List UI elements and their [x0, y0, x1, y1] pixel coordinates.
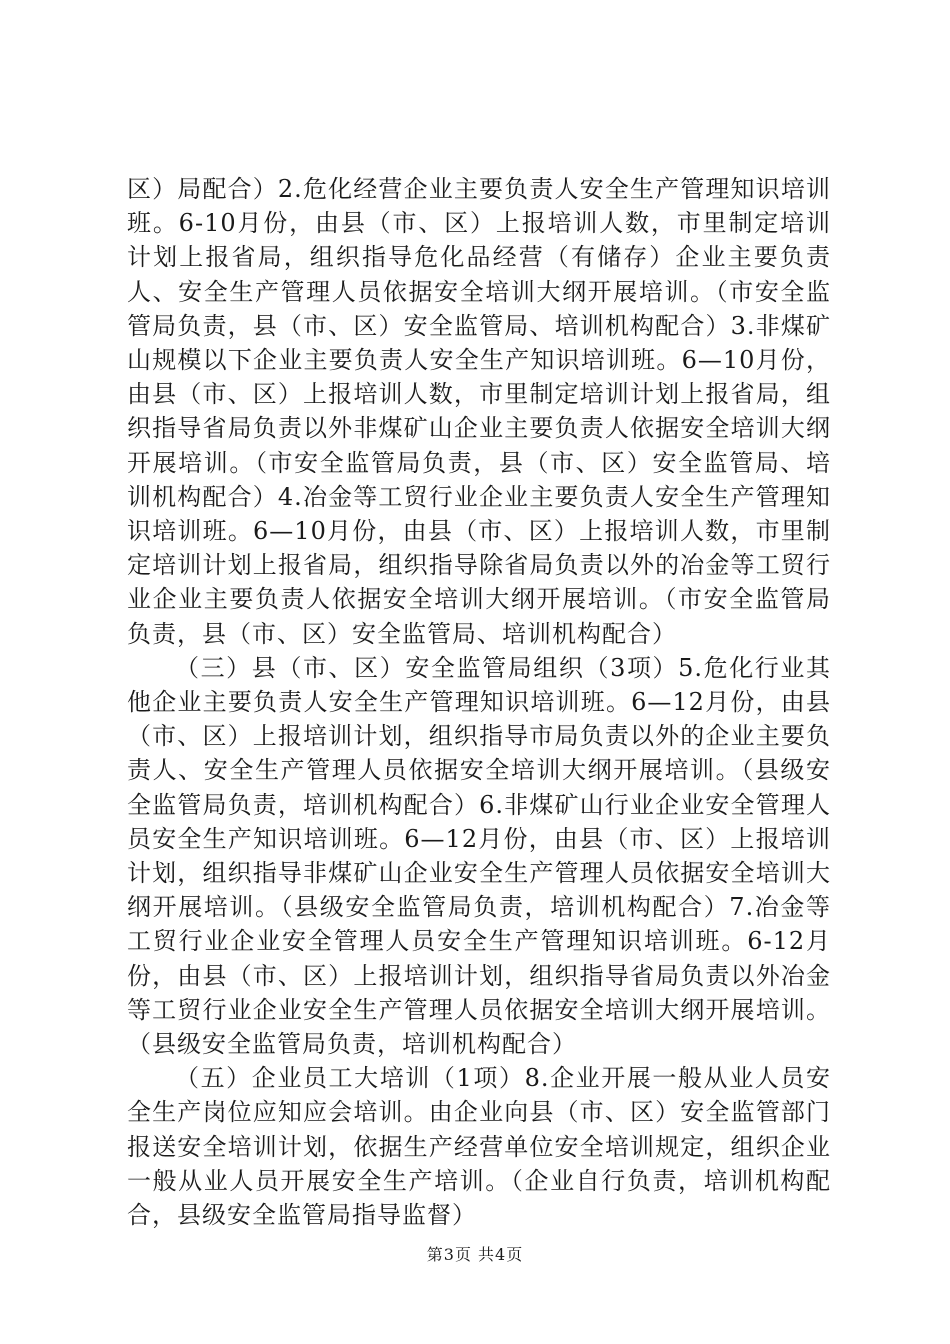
- paragraph-section-five: （五）企业员工大培训（1项）8.企业开展一般从业人员安全生产岗位应知应会培训。由企业向县（市、区）安全监管部门报送安全培训计划，依据生产经营单位安全培训规定，组织企业一般从业人员开展安全生产培训。（企业自行负责，培训机构配合，县级安全监管局指导监督）: [127, 1064, 831, 1230]
- paragraph-continuation: 区）局配合）2.危化经营企业主要负责人安全生产管理知识培训班。6-10月份，由县（市、区）上报培训人数，市里制定培训计划上报省局，组织指导危化品经营（有储存）企业主要负责人、安全生产管理人员依据安全培训大纲开展培训。（市安全监管局负责，县（市、区）安全监管局、培训机构配合）3.非煤矿山规模以下企业主要负责人安全生产知识培训班。6—10月份，由县（市、区）上报培训人数，市里制定培训计划上报省局，组织指导省局负责以外非煤矿山企业主要负责人依据安全培训大纲开展培训。（市安全监管局负责，县（市、区）安全监管局、培训机构配合）4.冶金等工贸行业企业主要负责人安全生产管理知识培训班。6—10月份，由县（市、区）上报培训人数，市里制定培训计划上报省局，组织指导除省局负责以外的冶金等工贸行业企业主要负责人依据安全培训大纲开展培训。（市安全监管局负责，县（市、区）安全监管局、培训机构配合）: [127, 175, 831, 648]
- paragraph-section-three: （三）县（市、区）安全监管局组织（3项）5.危化行业其他企业主要负责人安全生产管理知识培训班。6—12月份，由县（市、区）上报培训计划，组织指导市局负责以外的企业主要负责人、安全生产管理人员依据安全培训大纲开展培训。（县级安全监管局负责，培训机构配合）6.非煤矿山行业企业安全管理人员安全生产知识培训班。6—12月份，由县（市、区）上报培训计划，组织指导非煤矿山企业安全生产管理人员依据安全培训大纲开展培训。（县级安全监管局负责，培训机构配合）7.冶金等工贸行业企业安全管理人员安全生产管理知识培训班。6-12月份，由县（市、区）上报培训计划，组织指导省局负责以外冶金等工贸行业企业安全生产管理人员依据安全培训大纲开展培训。（县级安全监管局负责，培训机构配合）: [127, 653, 831, 1059]
- document-body: [127, 172, 831, 1232]
- page-footer: 第3页 共4页: [426, 1245, 524, 1264]
